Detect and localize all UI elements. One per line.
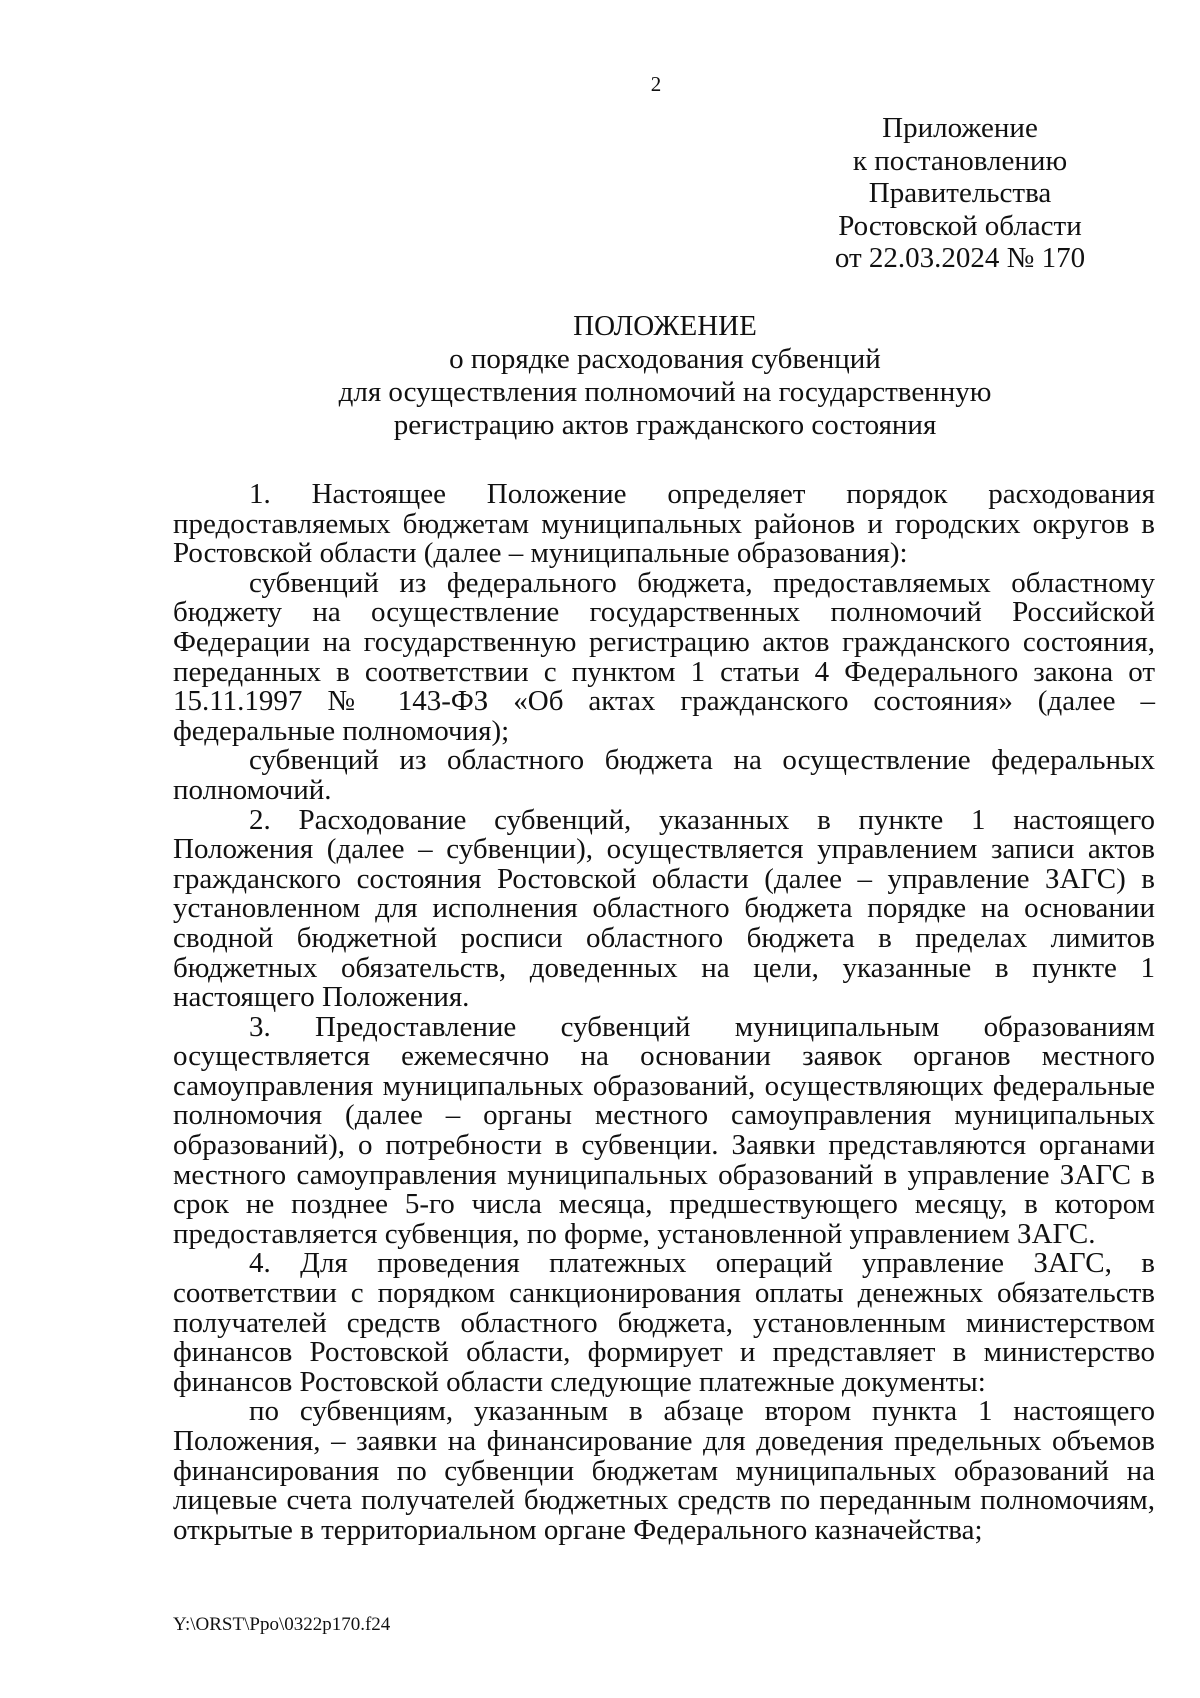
file-path-footer: Y:\ORST\Ppo\0322p170.f24	[173, 1614, 391, 1635]
paragraph-3: 3. Предоставление субвенций муниципальным образованиям осуществляется ежемесячно на основании заявок органов местного самоуправления муниципальных образований, осуществляющих федеральные полномочия (далее – органы местного самоуправления муниципальных образований), о потребности в субвенции. Заявки представляются органами местного самоуправления муниципальных образований в управление ЗАГС в срок не позднее 5-го числа месяца, предшествующего месяцу, в котором предоставляется субвенция, по форме, установленной управлением ЗАГС.	[173, 1010, 1155, 1250]
title-heading: ПОЛОЖЕНИЕ	[573, 310, 757, 342]
document-body	[173, 480, 1155, 1545]
appendix-line: от 22.03.2024 № 170	[834, 242, 1086, 275]
appendix-line: Правительства	[868, 177, 1052, 210]
paragraph-4: 4. Для проведения платежных операций управление ЗАГС, в соответствии с порядком санкционирования оплаты денежных обязательств получателей средств областного бюджета, установленным министерством финансов Ростовской области, формирует и представляет в министерство финансов Ростовской области следующие платежные документы:	[173, 1247, 1155, 1398]
paragraph-1-subitem-regional: субвенций из областного бюджета на осуществление федеральных полномочий.	[173, 744, 1155, 806]
page-number: 2	[650, 72, 662, 96]
title-line: для осуществления полномочий на государственную	[338, 376, 992, 408]
paragraph-1-subitem-federal: субвенций из федерального бюджета, предоставляемых областному бюджету на осуществление государственных полномочий Российской Федерации на государственную регистрацию актов гражданского состояния, переданных в соответствии с пунктом 1 статьи 4 Федерального закона от 15.11.1997 № 143-ФЗ «Об актах гражданского состояния» (далее – федеральные полномочия);	[173, 566, 1155, 747]
appendix-line: Ростовской области	[838, 209, 1082, 242]
appendix-stamp	[770, 112, 1150, 275]
paragraph-1: 1. Настоящее Положение определяет порядок расходования предоставляемых бюджетам муниципальных районов и городских округов в Ростовской области (далее – муниципальные образования):	[173, 478, 1155, 570]
title-line: о порядке расходования субвенций	[449, 343, 881, 375]
appendix-line: к постановлению	[852, 144, 1068, 177]
title-line: регистрацию актов гражданского состояния	[393, 409, 937, 441]
paragraph-4-subitem: по субвенциям, указанным в абзаце втором пункта 1 настоящего Положения, – заявки на финансирование для доведения предельных объемов финансирования по субвенции бюджетам муниципальных образований на лицевые счета получателей бюджетных средств по переданным полномочиям, открытые в территориальном органе Федерального казначейства;	[173, 1395, 1155, 1546]
document-title	[0, 310, 1200, 442]
appendix-line: Приложение	[882, 112, 1038, 144]
paragraph-2: 2. Расходование субвенций, указанных в пункте 1 настоящего Положения (далее – субвенции), осуществляется управлением записи актов гражданского состояния Ростовской области (далее – управление ЗАГС) в установленном для исполнения областного бюджета порядке на основании сводной бюджетной росписи областного бюджета в пределах лимитов бюджетных обязательств, доведенных на цели, указанные в пункте 1 настоящего Положения.	[173, 803, 1155, 1014]
